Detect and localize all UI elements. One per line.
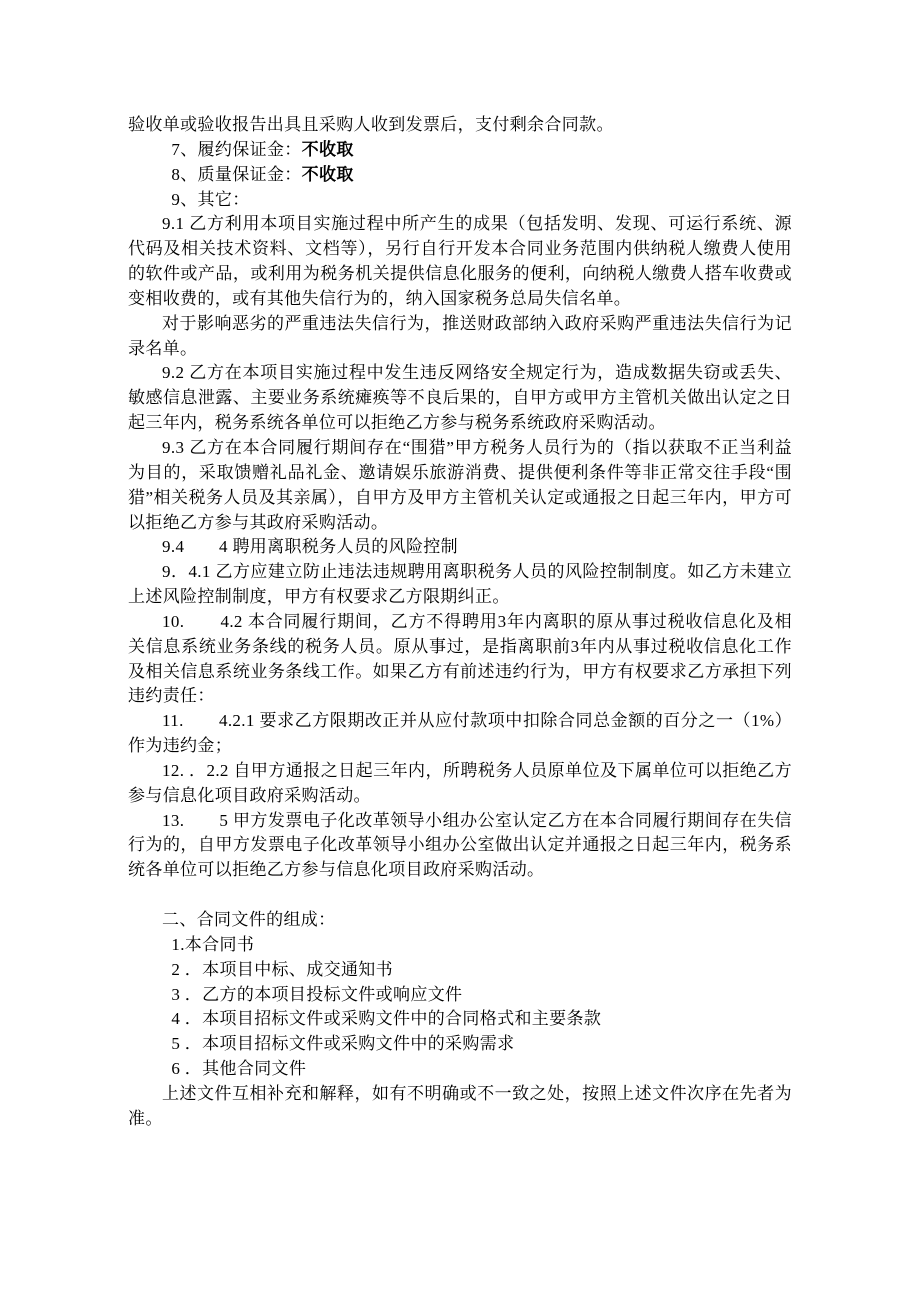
- clause-9-3: 9.3 乙方在本合同履行期间存在“围猎”甲方税务人员行为的（指以获取不正当利益为目的，采取馈赠礼品礼金、邀请娱乐旅游消费、提供便利条件等非正常交往手段“围猎”相关税务人员及其亲属），自甲方及甲方主管机关认定或通报之日起三年内，甲方可以拒绝乙方参与其政府采购活动。: [128, 437, 792, 532]
- clause-performance-bond-value: 不收取: [301, 139, 354, 159]
- section-2-heading: 二、合同文件的组成：: [162, 910, 336, 929]
- para-remaining-payment: 验收单或验收报告出具且采购人收到发票后，支付剩余合同款。: [128, 115, 614, 134]
- clause-11-4-2-1: 11. 4.2.1 要求乙方限期改正并从应付款项中扣除合同总金额的百分之一（1%）作为违约金；: [128, 711, 792, 756]
- clause-performance-bond-label: 7、履约保证金：: [171, 139, 302, 159]
- contract-file-item-3: 3 ．乙方的本项目投标文件或响应文件: [171, 984, 463, 1004]
- clause-13-5: 13. 5 甲方发票电子化改革领导小组办公室认定乙方在本合同履行期间存在失信行为的，自甲方发票电子化改革领导小组办公室做出认定并通报之日起三年内，税务系统各单位可以拒绝乙方参与信息化项目政府采购活动。: [128, 810, 792, 880]
- clause-9-2: 9.2 乙方在本项目实施过程中发生违反网络安全规定行为，造成数据失窃或丢失、敏感信息泄露、主要业务系统瘫痪等不良后果的，自甲方或甲方主管机关做出认定之日起三年内，税务系统各单位可以拒绝乙方参与税务系统政府采购活动。: [128, 363, 792, 433]
- clause-performance-bond: [128, 138, 792, 163]
- contract-file-item-2: 2 ．本项目中标、成交通知书: [171, 959, 393, 979]
- contract-file-item-4: 4 ．本项目招标文件或采购文件中的合同格式和主要条款: [171, 1009, 602, 1029]
- clause-12-2-2: 12. ．2.2 自甲方通报之日起三年内，所聘税务人员原单位及下属单位可以拒绝乙方参与信息化项目政府采购活动。: [128, 760, 792, 805]
- clause-other-heading: 9、其它：: [171, 189, 250, 209]
- clause-quality-bond-value: 不收取: [301, 164, 354, 184]
- clause-9-4-heading: 9.4 4 聘用离职税务人员的风险控制: [162, 537, 458, 557]
- clause-10-4-2: 10. 4.2 本合同履行期间，乙方不得聘用3年内离职的原从事过税收信息化及相关信息系统业务条线的税务人员。原从事过，是指离职前3年内从事过税收信息化工作及相关信息系统业务条线工作。如果乙方有前述违约行为，甲方有权要求乙方承担下列违约责任：: [128, 611, 792, 706]
- clause-9-1: 9.1 乙方利用本项目实施过程中所产生的成果（包括发明、发现、可运行系统、源代码及相关技术资料、文档等），另行自行开发本合同业务范围内供纳税人缴费人使用的软件或产品，或利用为税务机关提供信息化服务的便利，向纳税人缴费人搭车收费或变相收费的，或有其他失信行为的，纳入国家税务总局失信名单。: [128, 214, 792, 308]
- clause-quality-bond: [128, 163, 792, 188]
- clause-9-4-1: 9．4.1 乙方应建立防止违法违规聘用离职税务人员的风险控制制度。如乙方未建立上述风险控制制度，甲方有权要求乙方限期纠正。: [128, 562, 792, 607]
- para-serious-dishonesty: 对于影响恶劣的严重违法失信行为，推送财政部纳入政府采购严重违法失信行为记录名单。: [128, 313, 792, 358]
- contract-file-item-6: 6 ．其他合同文件: [171, 1059, 307, 1079]
- blank-line: [128, 883, 792, 908]
- para-file-precedence: 上述文件互相补充和解释，如有不明确或不一致之处，按照上述文件次序在先者为准。: [128, 1083, 792, 1128]
- contract-file-item-5: 5 ．本项目招标文件或采购文件中的采购需求: [171, 1034, 515, 1054]
- contract-file-item-1: 1.本合同书: [171, 934, 255, 954]
- clause-quality-bond-label: 8、质量保证金：: [171, 164, 302, 184]
